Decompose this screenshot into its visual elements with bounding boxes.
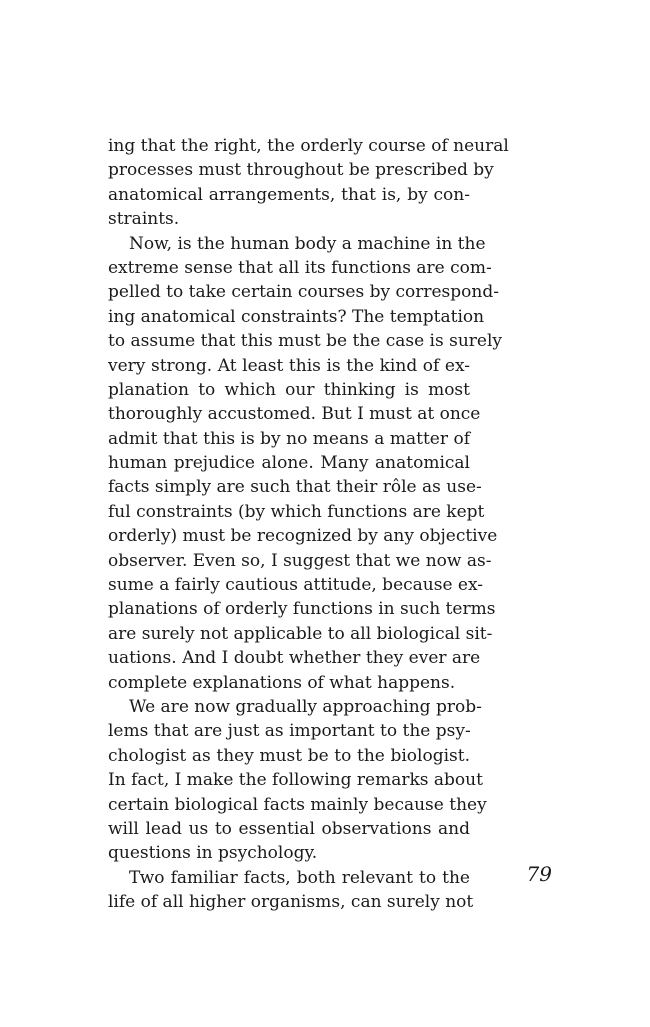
text-line: observer. Even so, I suggest that we now as- (108, 550, 492, 571)
text-line: anatomical arrangements, that is, by con- (108, 184, 470, 205)
text-line: Two familiar facts, both relevant to the (129, 867, 470, 888)
text-line: straints. (108, 209, 180, 230)
text-line: planation to which our thinking is most (108, 379, 470, 400)
text-line: facts simply are such that their rôle as use- (108, 477, 482, 498)
paragraph (108, 134, 509, 232)
text-line: lems that are just as important to the psy- (108, 721, 471, 742)
text-line: sume a fairly cautious attitude, because ex- (108, 575, 484, 596)
text-line: very strong. At least this is the kind of ex- (108, 355, 470, 376)
body-text (108, 134, 509, 915)
text-line: complete explanations of what happens. (108, 672, 456, 693)
text-line: ing anatomical constraints? The temptation (108, 306, 485, 327)
text-line: We are now gradually approaching prob- (129, 696, 482, 717)
text-line: life of all higher organisms, can surely not (108, 892, 474, 913)
text-line: orderly) must be recognized by any objective (108, 526, 498, 547)
text-line: thoroughly accustomed. But I must at once (108, 404, 481, 425)
text-line: ing that the right, the orderly course of neural (108, 136, 509, 156)
text-line: Now, is the human body a machine in the (129, 233, 486, 254)
text-line: are surely not applicable to all biological sit- (108, 623, 493, 644)
text-line: planations of orderly functions in such terms (108, 599, 496, 620)
text-line: chologist as they must be to the biologist. (108, 745, 470, 766)
page-number: 79 (526, 862, 552, 886)
text-line: pelled to take certain courses by correspond- (108, 282, 499, 303)
text-line: certain biological facts mainly because they (108, 794, 487, 815)
text-line: In fact, I make the following remarks about (108, 770, 483, 791)
text-line: uations. And I doubt whether they ever are (108, 648, 481, 669)
text-line: processes must throughout be prescribed by (108, 160, 494, 181)
text-line: human prejudice alone. Many anatomical (108, 453, 470, 474)
text-line: admit that this is by no means a matter of (108, 428, 470, 449)
text-line: ful constraints (by which functions are kept (108, 501, 485, 522)
text-line: questions in psychology. (108, 843, 318, 864)
paragraph (108, 695, 487, 866)
text-line: to assume that this must be the case is surely (108, 331, 503, 352)
paragraph (108, 232, 503, 695)
paragraph (108, 866, 474, 915)
text-line: extreme sense that all its functions are com- (108, 257, 492, 278)
text-line: will lead us to essential observations and (108, 818, 470, 839)
